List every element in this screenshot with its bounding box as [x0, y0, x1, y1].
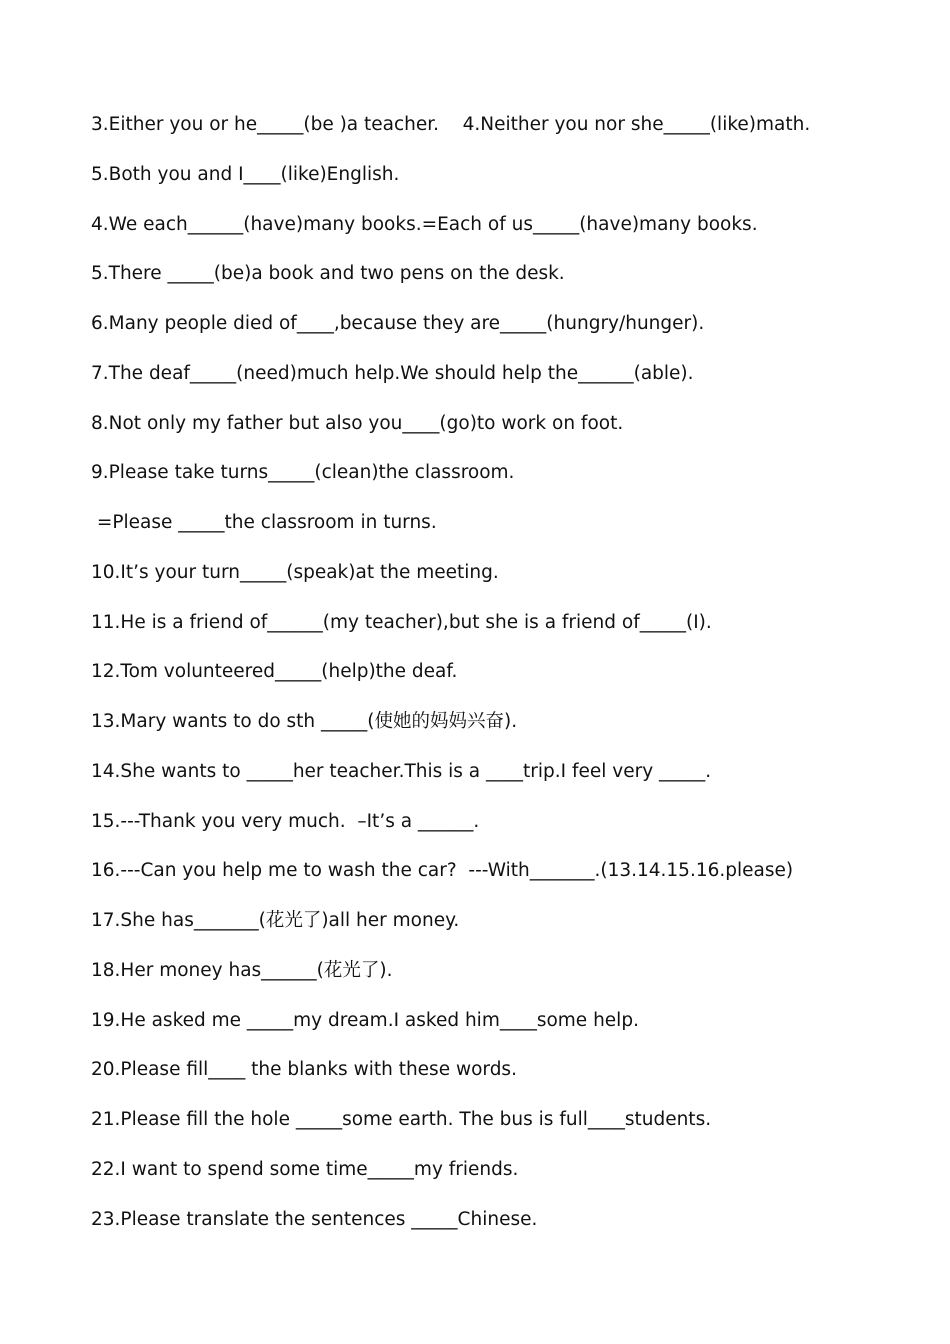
exercise-line: 8.Not only my father but also you____(go)to work on foot.	[91, 412, 624, 434]
exercise-line: 6.Many people died of____,because they are_____(hungry/hunger).	[91, 313, 705, 334]
exercise-line: 16.---Can you help me to wash the car? ---With_______.(13.14.15.16.please)	[91, 860, 794, 882]
exercise-line: 5.Both you and I____(like)English.	[91, 163, 400, 185]
exercise-line: 9.Please take turns_____(clean)the classroom.	[91, 462, 515, 484]
exercise-line: 22.I want to spend some time_____my friends.	[91, 1158, 519, 1180]
exercise-line: =Please _____the classroom in turns.	[91, 512, 437, 533]
exercise-line: 12.Tom volunteered_____(help)the deaf.	[91, 661, 458, 683]
exercise-line: 23.Please translate the sentences _____Chinese.	[91, 1208, 538, 1230]
exercise-list	[91, 108, 891, 1252]
exercise-line: 20.Please fill____ the blanks with these words.	[91, 1059, 517, 1081]
exercise-line: 21.Please fill the hole _____some earth. The bus is full____students.	[91, 1109, 712, 1130]
exercise-line: 19.He asked me _____my dream.I asked him____some help.	[91, 1009, 639, 1031]
exercise-line: 3.Either you or he_____(be )a teacher. 4.Neither you nor she_____(like)math.	[91, 114, 811, 135]
exercise-line: 18.Her money has______(花光了).	[91, 959, 393, 981]
exercise-line: 17.She has_______(花光了)all her money.	[91, 910, 460, 931]
exercise-line: 10.It’s your turn_____(speak)at the meeting.	[91, 561, 499, 583]
exercise-line: 5.There _____(be)a book and two pens on the desk.	[91, 263, 565, 285]
exercise-line: 15.---Thank you very much. –It’s a ______.	[91, 810, 480, 832]
exercise-line: 14.She wants to _____her teacher.This is a ____trip.I feel very _____.	[91, 760, 712, 782]
exercise-line: 11.He is a friend of______(my teacher),but she is a friend of_____(I).	[91, 611, 712, 633]
exercise-line: 13.Mary wants to do sth _____(使她的妈妈兴奋).	[91, 711, 518, 732]
exercise-line: 4.We each______(have)many books.=Each of us_____(have)many books.	[91, 213, 758, 235]
exercise-line: 7.The deaf_____(need)much help.We should help the______(able).	[91, 362, 694, 384]
